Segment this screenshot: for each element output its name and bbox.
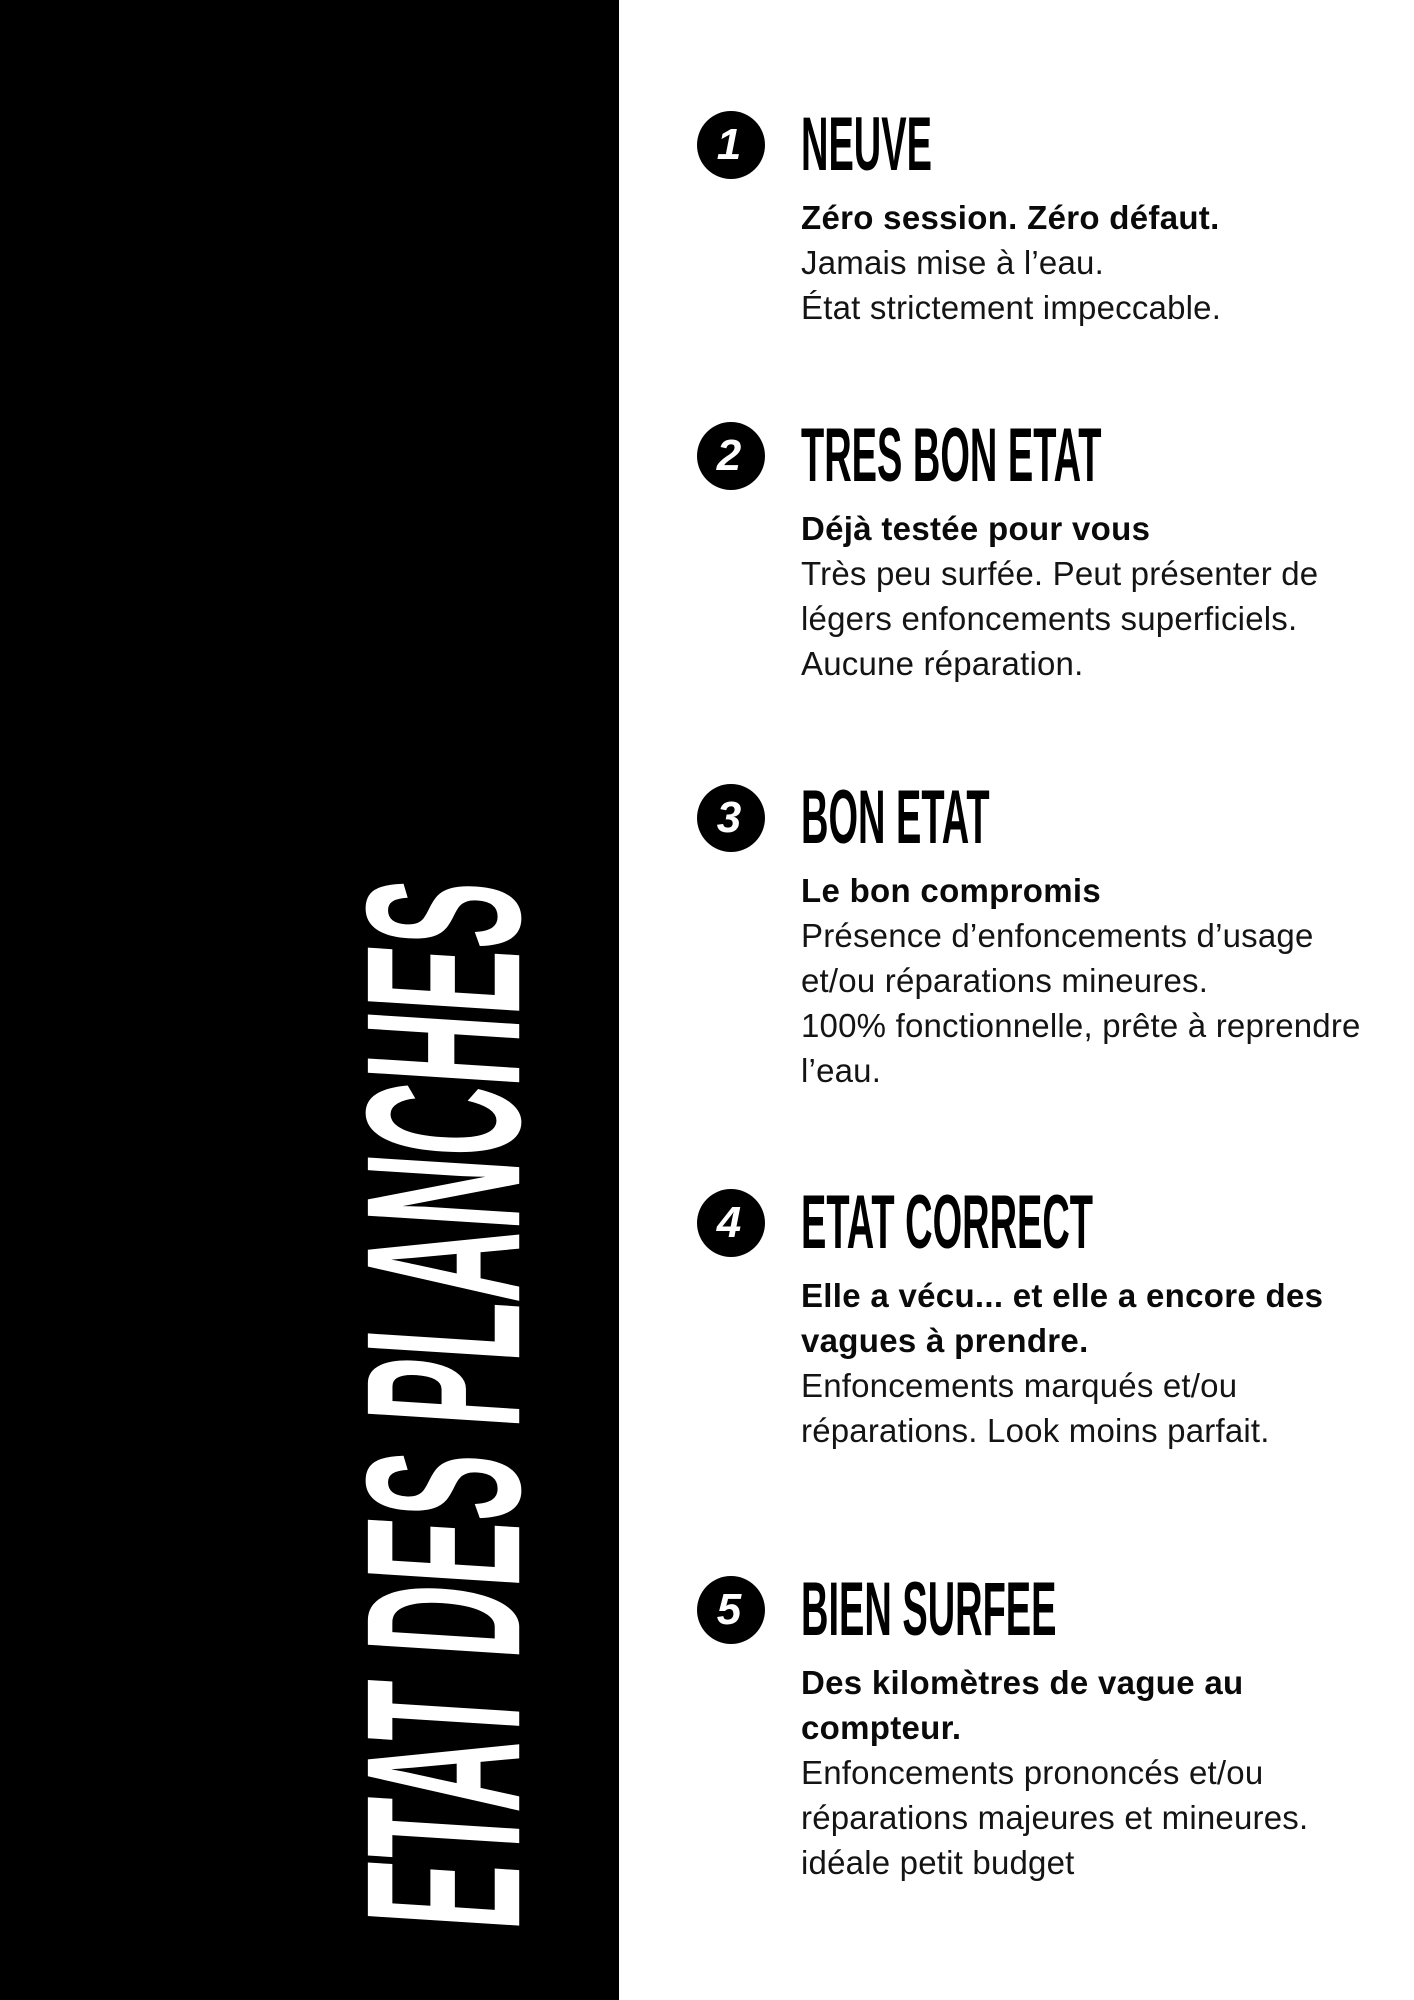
body-line: Déjà testée pour vous bbox=[801, 510, 1151, 547]
badge-number: 5 bbox=[716, 1585, 742, 1634]
section-title bbox=[801, 102, 1063, 187]
section-title-text: ETAT CORRECT bbox=[801, 1180, 1094, 1265]
section-body bbox=[801, 195, 1357, 330]
section-body bbox=[801, 1660, 1357, 1885]
section-title-text: BON ETAT bbox=[801, 775, 990, 860]
number-badge bbox=[697, 111, 765, 179]
body-line: Le bon compromis bbox=[801, 872, 1101, 909]
body-line: vagues à prendre. bbox=[801, 1322, 1089, 1359]
body-line: Enfoncements marqués et/ou bbox=[801, 1367, 1238, 1404]
section-header bbox=[697, 413, 1357, 498]
section-body bbox=[801, 506, 1357, 686]
body-line: Jamais mise à l’eau. bbox=[801, 244, 1104, 281]
body-line: l’eau. bbox=[801, 1052, 882, 1089]
body-line: idéale petit budget bbox=[801, 1844, 1075, 1881]
section-title-text: BIEN SURFEE bbox=[801, 1567, 1057, 1652]
section-title bbox=[801, 413, 1402, 498]
body-line: réparations majeures et mineures. bbox=[801, 1799, 1309, 1836]
body-line: Présence d’enfoncements d’usage bbox=[801, 917, 1314, 954]
body-line: Très peu surfée. Peut présenter de bbox=[801, 555, 1319, 592]
number-badge bbox=[697, 784, 765, 852]
condition-section-bon-etat bbox=[697, 775, 1361, 1093]
badge-number: 3 bbox=[716, 793, 742, 842]
number-badge bbox=[697, 422, 765, 490]
body-line: réparations. Look moins parfait. bbox=[801, 1412, 1270, 1449]
section-body bbox=[801, 1273, 1357, 1453]
body-line: compteur. bbox=[801, 1709, 962, 1746]
section-header bbox=[697, 775, 1357, 860]
condition-section-neuve bbox=[697, 102, 1357, 330]
section-title-text: TRES BON ETAT bbox=[801, 413, 1102, 498]
section-header bbox=[697, 1180, 1357, 1265]
body-line: Enfoncements prononcés et/ou bbox=[801, 1754, 1264, 1791]
body-line: Zéro session. Zéro défaut. bbox=[801, 199, 1220, 236]
section-title bbox=[801, 1567, 1312, 1652]
body-line: Aucune réparation. bbox=[801, 645, 1084, 682]
section-header bbox=[697, 1567, 1357, 1652]
condition-section-etat-correct bbox=[697, 1180, 1357, 1453]
body-line: Des kilomètres de vague au bbox=[801, 1664, 1244, 1701]
number-badge bbox=[697, 1576, 765, 1644]
condition-section-bien-surfee bbox=[697, 1567, 1357, 1885]
section-title bbox=[801, 1180, 1385, 1265]
section-title-text: NEUVE bbox=[801, 102, 932, 187]
number-badge bbox=[697, 1189, 765, 1257]
badge-number: 1 bbox=[716, 120, 742, 169]
vertical-title-box bbox=[320, 868, 566, 1939]
section-title bbox=[801, 775, 1178, 860]
body-line: et/ou réparations mineures. bbox=[801, 962, 1209, 999]
body-line: État strictement impeccable. bbox=[801, 289, 1222, 326]
badge-number: 4 bbox=[716, 1198, 742, 1247]
vertical-title: ETAT DES PLANCHES bbox=[320, 872, 566, 1935]
badge-number: 2 bbox=[716, 431, 742, 480]
condition-section-tres-bon-etat bbox=[697, 413, 1357, 686]
body-line: 100% fonctionnelle, prête à reprendre bbox=[801, 1007, 1361, 1044]
body-line: légers enfoncements superficiels. bbox=[801, 600, 1298, 637]
section-body bbox=[801, 868, 1361, 1093]
section-header bbox=[697, 102, 1357, 187]
body-line: Elle a vécu... et elle a encore des bbox=[801, 1277, 1324, 1314]
